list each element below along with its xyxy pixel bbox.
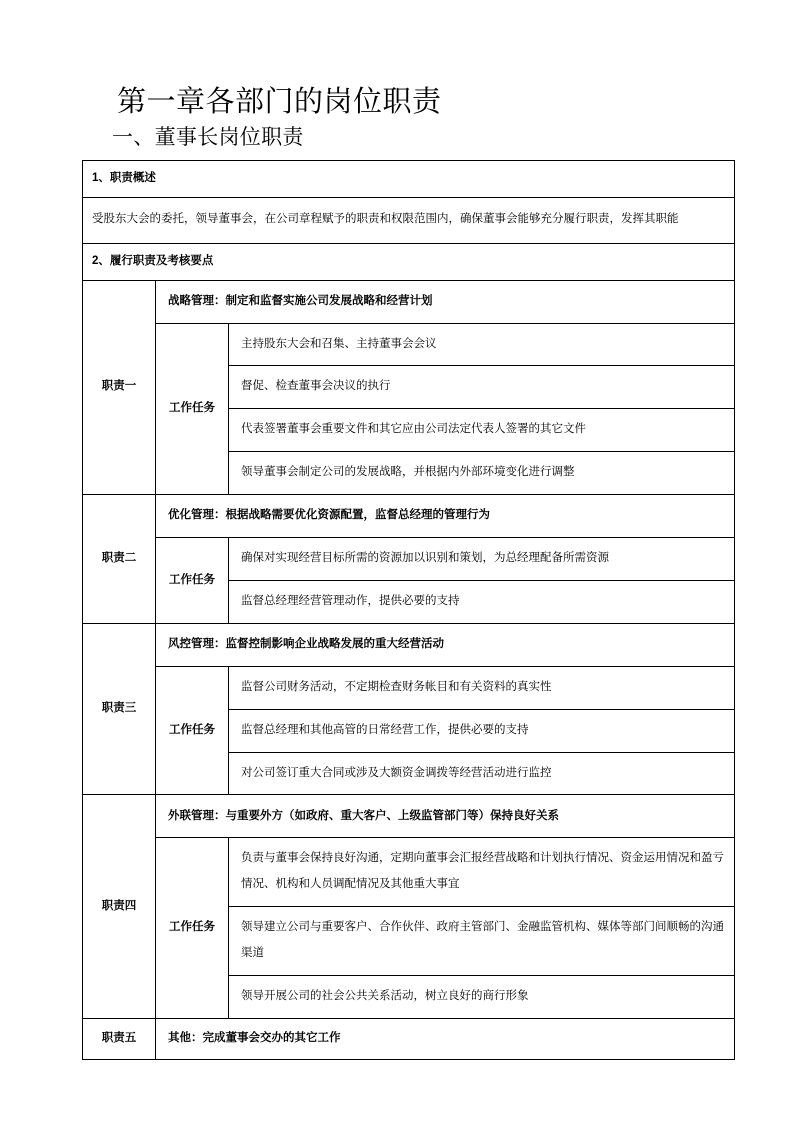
duty-index-cell xyxy=(83,495,156,624)
task-text: 代表签署董事会重要文件和其它应由公司法定代表人签署的其它文件 xyxy=(241,423,586,436)
duty-title-cell xyxy=(156,1018,735,1059)
duty-title-row xyxy=(83,280,735,323)
task-label-text: 工作任务 xyxy=(169,723,215,736)
task-text: 领导建立公司与重要客户、合作伙伴、政府主管部门、金融监管机构、媒体等部门间顺畅的沟通渠道 xyxy=(241,921,725,960)
task-text-cell xyxy=(229,452,735,495)
table-row xyxy=(83,538,735,581)
duty-title-cell xyxy=(156,623,735,666)
duty-index-cell xyxy=(83,623,156,795)
task-label-cell xyxy=(156,838,229,1018)
duty-index-cell xyxy=(83,280,156,495)
duty-index-cell xyxy=(83,795,156,1018)
section-2-heading-text: 2、履行职责及考核要点 xyxy=(92,254,214,267)
task-label-text: 工作任务 xyxy=(169,921,215,934)
task-label-cell xyxy=(156,538,229,624)
section-1-heading-cell xyxy=(83,161,735,198)
duty-index-label: 职责五 xyxy=(101,1031,137,1044)
task-text: 主持股东大会和召集、主持董事会会议 xyxy=(241,337,437,350)
task-label-cell xyxy=(156,323,229,495)
duty-index-label: 职责三 xyxy=(101,702,137,715)
section-heading-row xyxy=(83,161,735,198)
table-row xyxy=(83,323,735,366)
duty-title-text: 优化管理：根据战略需要优化资源配置，监督总经理的管理行为 xyxy=(168,509,490,522)
responsibilities-table xyxy=(82,160,735,1060)
task-text-cell xyxy=(229,752,735,795)
task-text-cell xyxy=(229,323,735,366)
table-row xyxy=(83,838,735,907)
duty-index-label: 职责四 xyxy=(101,899,137,912)
overview-text: 受股东大会的委托，领导董事会，在公司章程赋予的职责和权限范围内，确保董事会能够充分履行职责，发挥其职能 xyxy=(92,212,679,225)
task-text-cell xyxy=(229,666,735,709)
task-text-cell xyxy=(229,538,735,581)
duty-title-cell xyxy=(156,280,735,323)
duty-title-cell xyxy=(156,495,735,538)
duty-title-row xyxy=(83,623,735,666)
task-label-cell xyxy=(156,666,229,795)
page-title: 第一章各部门的岗位职责 xyxy=(117,86,442,118)
table-row xyxy=(83,666,735,709)
task-label-text: 工作任务 xyxy=(169,573,215,586)
task-label-text: 工作任务 xyxy=(169,401,215,414)
task-text: 确保对实现经营目标所需的资源加以识别和策划，为总经理配备所需资源 xyxy=(241,552,609,565)
task-text: 领导董事会制定公司的发展战略，并根据内外部环境变化进行调整 xyxy=(241,466,575,479)
section-2-heading-cell xyxy=(83,243,735,280)
task-text-cell xyxy=(229,580,735,623)
section-1-heading-text: 1、职责概述 xyxy=(92,172,156,184)
duty-title-row xyxy=(83,1018,735,1059)
task-text: 对公司签订重大合同或涉及大额资金调拨等经营活动进行监控 xyxy=(241,766,552,779)
duty-title-row xyxy=(83,795,735,838)
duty-title-cell xyxy=(156,795,735,838)
task-text-cell xyxy=(229,907,735,976)
task-text: 监督总经理和其他高管的日常经营工作，提供必要的支持 xyxy=(241,723,529,736)
task-text: 监督公司财务活动，不定期检查财务帐目和有关资料的真实性 xyxy=(241,680,552,693)
task-text: 监督总经理经营管理动作，提供必要的支持 xyxy=(241,594,460,607)
duty-index-cell xyxy=(83,1018,156,1059)
duty-index-label: 职责二 xyxy=(101,552,137,565)
duty-title-row xyxy=(83,495,735,538)
task-text-cell xyxy=(229,838,735,907)
task-text: 督促、检查董事会决议的执行 xyxy=(241,380,391,393)
task-text-cell xyxy=(229,709,735,752)
duty-index-label: 职责一 xyxy=(101,380,137,393)
task-text-cell xyxy=(229,975,735,1018)
page-subtitle: 一、董事长岗位职责 xyxy=(112,125,304,149)
task-text: 负责与董事会保持良好沟通，定期向董事会汇报经营战略和计划执行情况、资金运用情况和盈亏情况、机构和人员调配情况及其他重大事宜 xyxy=(241,852,725,891)
task-text-cell xyxy=(229,409,735,452)
duty-title-text: 外联管理：与重要外方（如政府、重大客户、上级监管部门等）保持良好关系 xyxy=(168,809,559,822)
task-text: 领导开展公司的社会公共关系活动，树立良好的商行形象 xyxy=(241,989,529,1002)
duty-title-text: 战略管理：制定和监督实施公司发展战略和经营计划 xyxy=(168,294,433,307)
section-heading-row xyxy=(83,243,735,280)
overview-row xyxy=(83,197,735,243)
duty-title-text: 风控管理：监督控制影响企业战略发展的重大经营活动 xyxy=(168,637,444,650)
duty-title-text: 其他：完成董事会交办的其它工作 xyxy=(168,1031,341,1044)
task-text-cell xyxy=(229,366,735,409)
overview-cell xyxy=(83,197,735,243)
